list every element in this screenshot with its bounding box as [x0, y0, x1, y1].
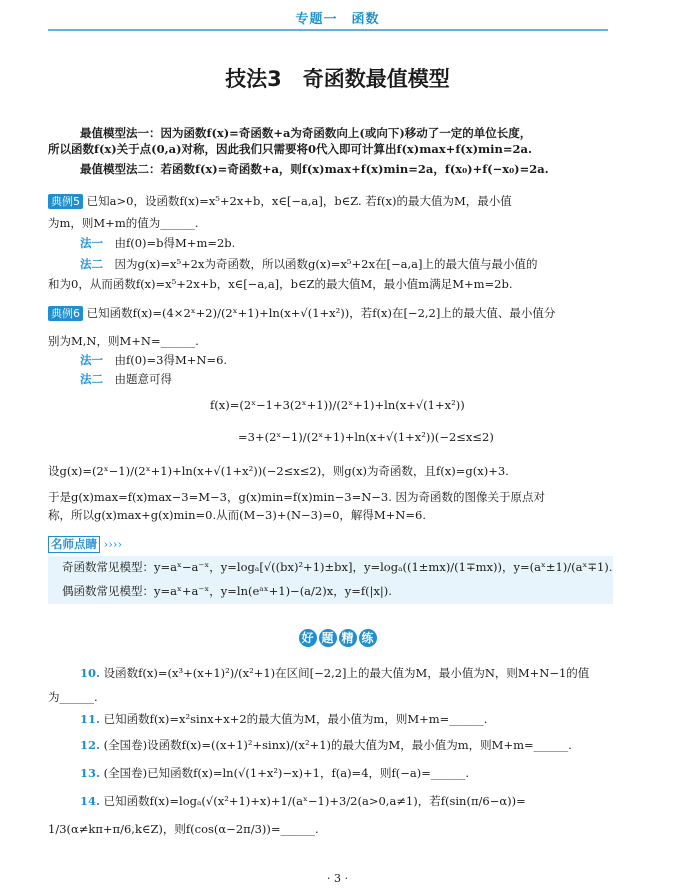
ex6-method-1 — [80, 353, 227, 368]
ex5-method-1 — [80, 236, 235, 251]
problem-text: (全国卷)已知函数f(x)=ln(√(1+x²)−x)+1，f(a)=4，则f(−a)=______. — [103, 766, 470, 780]
problem-12 — [80, 738, 572, 753]
example-6 — [48, 306, 555, 321]
section-char: 好 — [299, 629, 317, 647]
example-6-line-2: 别为M,N，则M+N=______. — [48, 334, 199, 348]
section-char: 练 — [359, 629, 377, 647]
running-header: 专题一 函数 — [295, 12, 380, 27]
tip-odd: 奇函数常见模型：y=aˣ−a⁻ˣ，y=logₐ[√((bx)²+1)±bx]，y=logₐ((1±mx)/(1∓mx))，y=(aˣ±1)/(aˣ∓1). — [62, 560, 613, 574]
problem-10-cont: 为______. — [48, 690, 98, 704]
problem-text: 已知函数f(x)=x²sinx+x+2的最大值为M，最小值为m，则M+m=______. — [103, 712, 488, 726]
equation-1: f(x)=(2ˣ−1+3(2ˣ+1))/(2ˣ+1)+ln(x+√(1+x²)) — [210, 398, 465, 412]
chevrons-icon: ›››› — [103, 537, 123, 551]
method-text: 由题意可得 — [114, 372, 172, 386]
intro-line-2: 所以函数f(x)关于点(0,a)对称，因此我们只需要将0代入即可计算出f(x)max+f(x)min=2a. — [48, 142, 532, 156]
example-text: 已知a>0，设函数f(x)=x⁵+2x+b，x∈[−a,a]，b∈Z. 若f(x)的最大值为M，最小值 — [86, 194, 512, 208]
example-5-line-2: 为m，则M+m的值为______. — [48, 216, 199, 230]
ex5-method-2 — [80, 257, 537, 272]
ex6-rest-1: 设g(x)=(2ˣ−1)/(2ˣ+1)+ln(x+√(1+x²))(−2≤x≤2)，则g(x)为奇函数，且f(x)=g(x)+3. — [48, 464, 509, 478]
header-rule — [48, 29, 608, 31]
problem-number: 10. — [80, 666, 101, 680]
problem-10 — [80, 666, 589, 681]
problem-11 — [80, 712, 487, 727]
example-text: 已知函数f(x)=(4×2ˣ+2)/(2ˣ+1)+ln(x+√(1+x²))，若f(x)在[−2,2]上的最大值、最小值分 — [86, 306, 556, 320]
problem-text: 已知函数f(x)=logₐ(√(x²+1)+x)+1/(aˣ−1)+3/2(a>0,a≠1)，若f(sin(π/6−α))= — [103, 794, 526, 808]
page-number: · 3 · — [327, 872, 348, 885]
problem-number: 11. — [80, 712, 101, 726]
method-label: 法一 — [80, 353, 103, 367]
ex6-method-2 — [80, 372, 172, 387]
method-label: 法一 — [80, 236, 103, 250]
section-char: 题 — [319, 629, 337, 647]
problem-number: 12. — [80, 738, 101, 752]
ex6-rest-2: 于是g(x)max=f(x)max−3=M−3，g(x)min=f(x)min−3=N−3. 因为奇函数的图像关于原点对 — [48, 490, 546, 504]
tip-even: 偶函数常见模型：y=aˣ+a⁻ˣ，y=ln(eᵃˣ+1)−(a/2)x，y=f(|x|). — [62, 584, 392, 598]
intro-line-1: 最值模型法一：因为函数f(x)=奇函数+a为奇函数向上(或向下)移动了一定的单位长度， — [80, 126, 532, 140]
method-label: 法二 — [80, 372, 103, 386]
method-text: 由f(0)=b得M+m=2b. — [114, 236, 236, 250]
ex6-rest-3: 称，所以g(x)max+g(x)min=0.从而(M−3)+(N−3)=0，解得M+N=6. — [48, 508, 426, 522]
method-text: 由f(0)=3得M+N=6. — [114, 353, 228, 367]
tips-label: 名师点睛 — [48, 536, 100, 553]
problem-text: 设函数f(x)=(x³+(x+1)²)/(x²+1)在区间[−2,2]上的最大值为M，最小值为N，则M+N−1的值 — [103, 666, 590, 680]
page-title: 技法3 奇函数最值模型 — [225, 67, 450, 91]
ex5-method-2-cont: 和为0，从而函数f(x)=x⁵+2x+b，x∈[−a,a]，b∈Z的最大值M，最小值m满足M+m=2b. — [48, 277, 513, 291]
intro-line-3: 最值模型法二：若函数f(x)=奇函数+a，则f(x)max+f(x)min=2a，f(x₀)+f(−x₀)=2a. — [80, 162, 549, 176]
section-char: 精 — [339, 629, 357, 647]
problem-14-cont: 1/3(α≠kπ+π/6,k∈Z)，则f(cos(α−2π/3))=______. — [48, 822, 319, 836]
section-heading — [0, 627, 675, 647]
tips-label-row — [48, 536, 122, 553]
problem-13 — [80, 766, 469, 781]
example-tag: 典例6 — [48, 306, 83, 321]
problem-number: 14. — [80, 794, 101, 808]
method-label: 法二 — [80, 257, 103, 271]
method-text: 因为g(x)=x⁵+2x为奇函数，所以函数g(x)=x⁵+2x在[−a,a]上的最大值与最小值的 — [114, 257, 538, 271]
problem-text: (全国卷)设函数f(x)=((x+1)²+sinx)/(x²+1)的最大值为M，最小值为m，则M+m=______. — [103, 738, 572, 752]
problem-14 — [80, 794, 526, 809]
problem-number: 13. — [80, 766, 101, 780]
example-5 — [48, 194, 512, 209]
example-tag: 典例5 — [48, 194, 83, 209]
equation-2: =3+(2ˣ−1)/(2ˣ+1)+ln(x+√(1+x²))(−2≤x≤2) — [238, 430, 494, 444]
